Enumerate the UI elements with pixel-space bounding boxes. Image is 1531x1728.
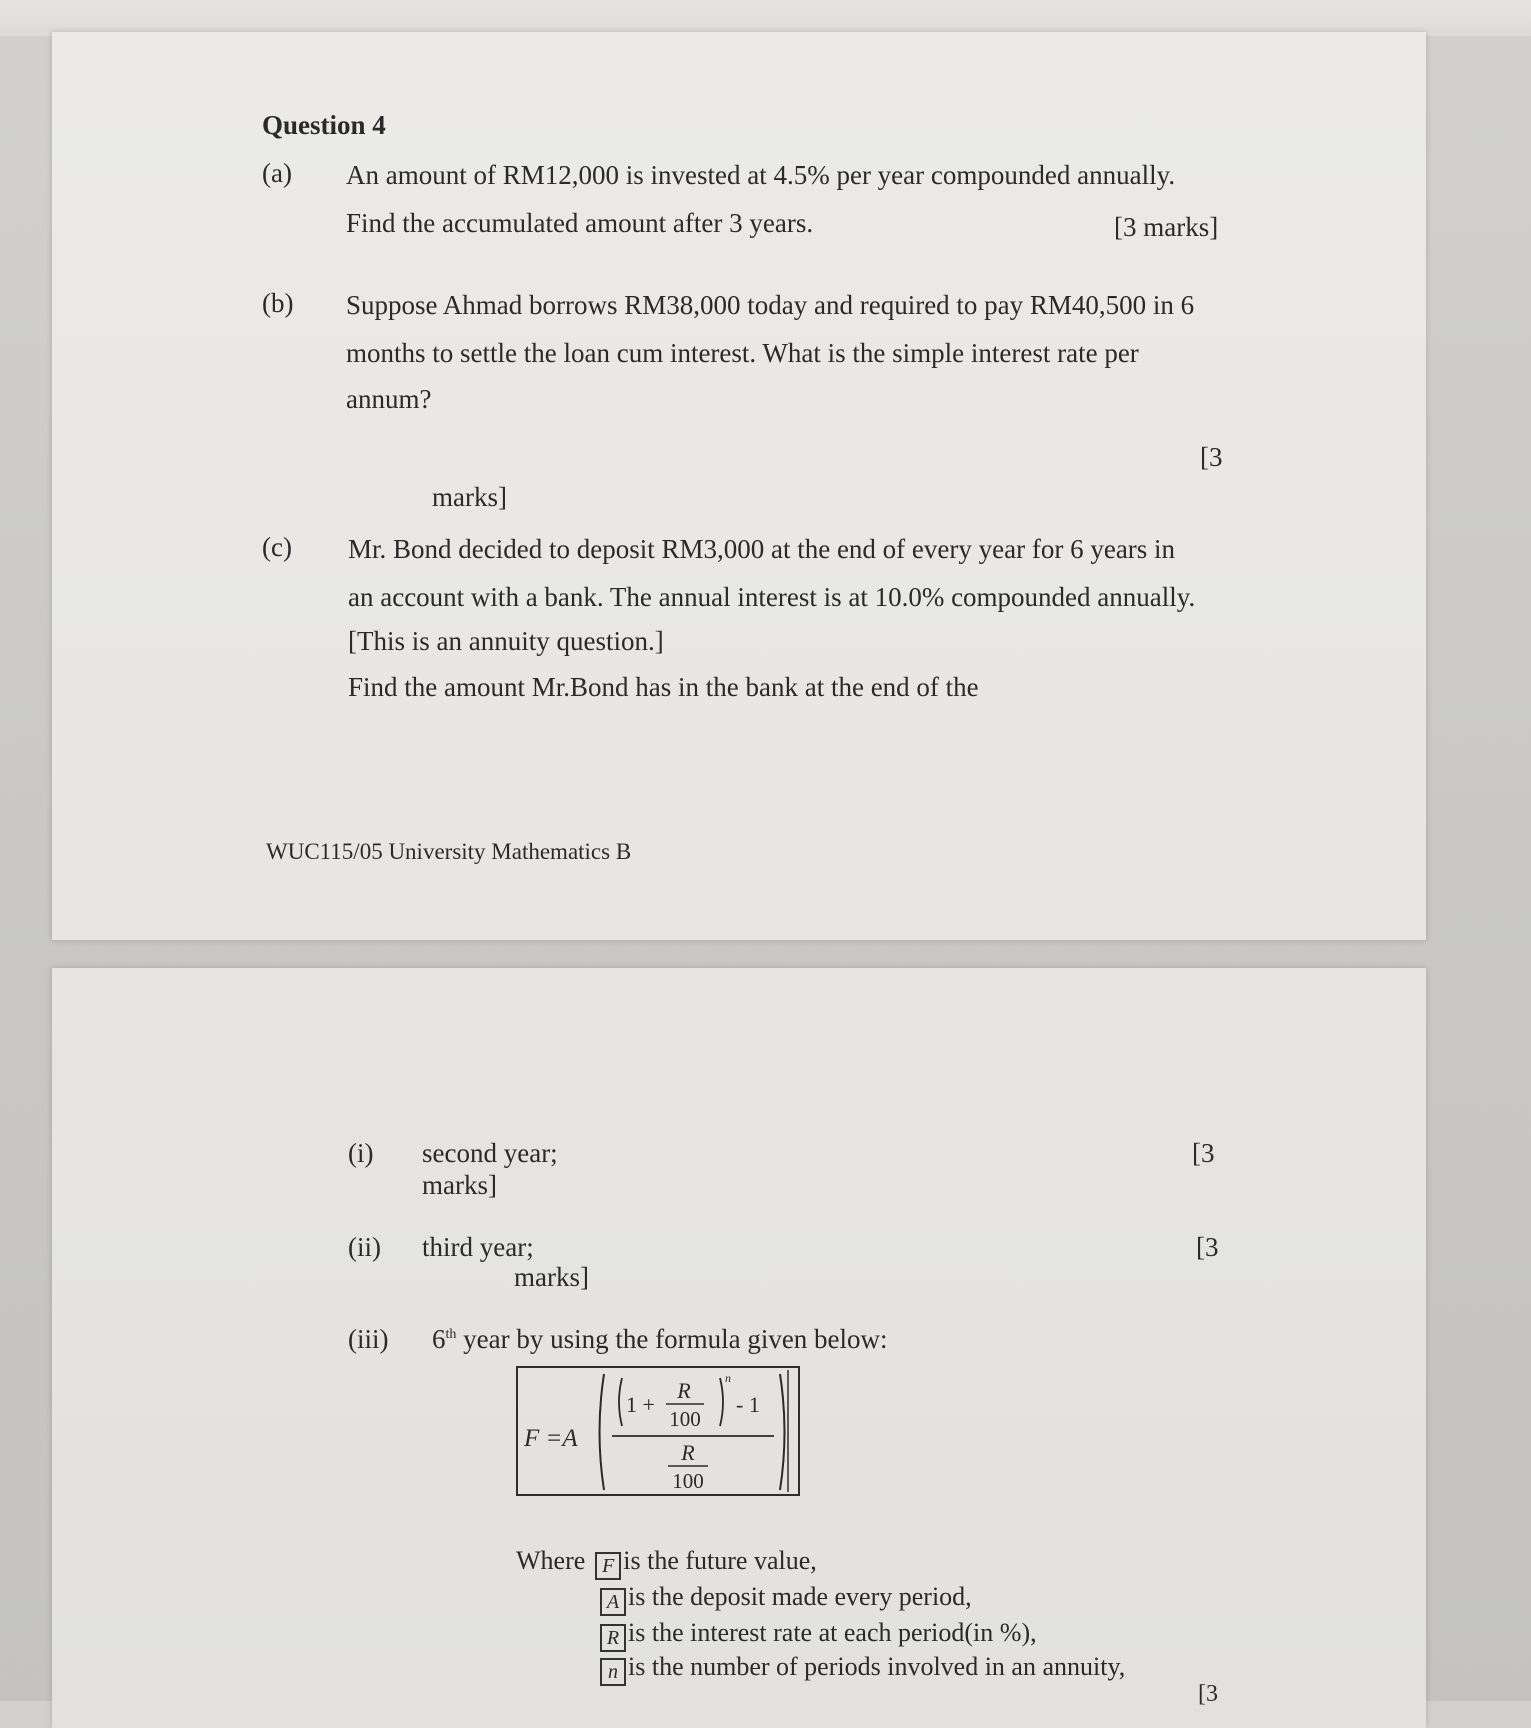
exponent-n: n [725, 1371, 731, 1385]
denominator-100: 100 [672, 1469, 704, 1493]
sub-ii-marks-close: marks] [514, 1262, 589, 1292]
part-c-line-4: Find the amount Mr.Bond has in the bank at the end of the [348, 672, 979, 702]
exam-page-1 [52, 32, 1426, 940]
part-c-label: (c) [262, 532, 292, 562]
minus-one: - 1 [736, 1392, 760, 1417]
small-paren-right [720, 1378, 723, 1426]
symbol-f-box: F [595, 1552, 621, 1580]
exam-page-2 [52, 968, 1426, 1728]
sub-i-label: (i) [348, 1138, 374, 1168]
sub-i-marks-open: [3 [1192, 1138, 1215, 1168]
part-c-line-2: an account with a bank. The annual interest is at 10.0% compounded annually. [348, 582, 1196, 612]
question-title: Question 4 [262, 110, 386, 140]
sub-iii-sup: th [445, 1327, 457, 1342]
sub-iii-desc: year by using the formula given below: [463, 1324, 888, 1354]
where-line-a [600, 1584, 972, 1616]
symbol-n-desc: is the number of periods involved in an annuity, [628, 1652, 1126, 1681]
top-strip [0, 0, 1531, 36]
sub-ii-text: third year; [422, 1232, 534, 1262]
part-c-line-3: [This is an annuity question.] [348, 626, 664, 656]
part-a-line-1: An amount of RM12,000 is invested at 4.5% per year compounded annually. [346, 160, 1176, 190]
sub-iii-label: (iii) [348, 1324, 389, 1354]
one-plus: 1 + [626, 1392, 655, 1417]
formula-box [516, 1366, 800, 1496]
sub-ii-marks-open: [3 [1196, 1232, 1219, 1262]
denominator-r: R [681, 1440, 695, 1465]
where-line-n [600, 1654, 1125, 1686]
annuity-formula [518, 1368, 798, 1494]
formula-lhs: F =A [524, 1425, 578, 1452]
inner-r: R [677, 1378, 691, 1403]
part-b-line-3: annum? [346, 384, 432, 414]
symbol-a-desc: is the deposit made every period, [628, 1582, 972, 1611]
big-paren-right [780, 1374, 785, 1490]
symbol-r-desc: is the interest rate at each period(in %), [628, 1618, 1037, 1647]
symbol-a-box: A [600, 1588, 626, 1616]
symbol-n-box: n [600, 1658, 626, 1686]
part-a-label: (a) [262, 158, 292, 188]
part-a-marks: [3 marks] [1114, 212, 1219, 242]
part-b-marks-open: [3 [1200, 442, 1223, 472]
where-line-r [600, 1620, 1037, 1652]
where-line-f [516, 1548, 817, 1580]
inner-100: 100 [669, 1407, 701, 1431]
big-paren-left [600, 1374, 605, 1490]
part-c-line-1: Mr. Bond decided to deposit RM3,000 at the end of every year for 6 years in [348, 534, 1176, 564]
sub-iii-num: 6 [432, 1324, 446, 1354]
part-b-line-2: months to settle the loan cum interest. What is the simple interest rate per [346, 338, 1139, 368]
part-a-line-2: Find the accumulated amount after 3 years. [346, 208, 814, 238]
part-b-label: (b) [262, 288, 294, 318]
small-paren-left [619, 1378, 622, 1426]
sub-i-marks-close: marks] [422, 1170, 497, 1200]
page-footer: WUC115/05 University Mathematics B [266, 839, 632, 864]
sub-ii-label: (ii) [348, 1232, 381, 1262]
where-word: Where [516, 1546, 586, 1575]
sub-i-text: second year; [422, 1138, 558, 1168]
trailing-marks: [3 [1198, 1681, 1218, 1707]
part-b-marks-close: marks] [432, 482, 507, 512]
part-b-line-1: Suppose Ahmad borrows RM38,000 today and required to pay RM40,500 in 6 [346, 290, 1195, 320]
sub-iii-text [432, 1326, 888, 1353]
symbol-f-desc: is the future value, [623, 1546, 817, 1575]
symbol-r-box: R [600, 1624, 626, 1652]
